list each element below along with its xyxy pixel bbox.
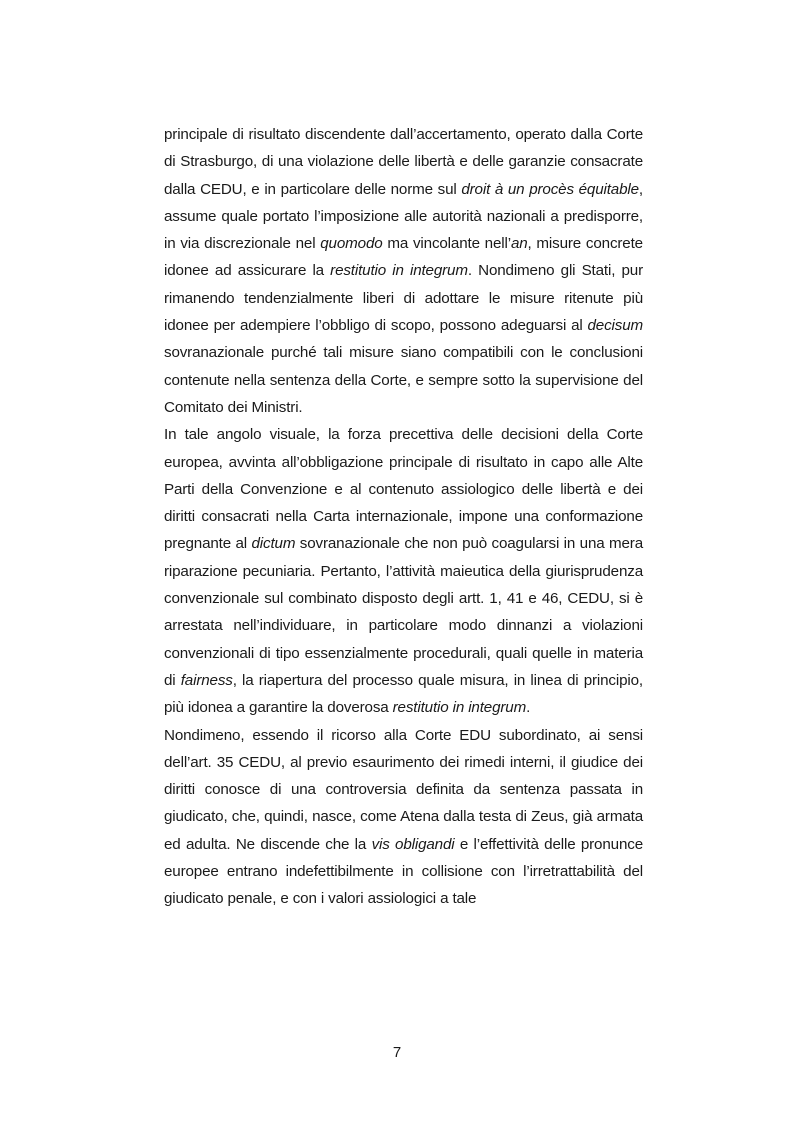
italic-term: droit à un procès équitable bbox=[461, 180, 639, 198]
text-run: Nondimeno, essendo il ricorso alla Corte EDU subordinato, ai sensi dell’art. 35 CEDU, al previo esaurimento dei rimedi interni, il giudice dei diritti conosce di una controversia definita da sentenza passata in giudicato, che, quindi, nasce, come Atena dalla testa di Zeus, già armata ed adulta. Ne discende che la bbox=[164, 726, 643, 853]
text-run: , assume quale portato l’imposizione alle autorità nazionali a predisporre, in via discrezionale nel bbox=[164, 180, 643, 253]
italic-term: vis obligandi bbox=[371, 835, 455, 853]
paragraph-3 bbox=[164, 722, 643, 913]
text-run: , la riapertura del processo quale misura, in linea di principio, più idonea a garantire la doverosa bbox=[164, 671, 643, 717]
text-run: ma vincolante nell’ bbox=[382, 235, 511, 253]
text-run: principale di risultato discendente dall’accertamento, operato dalla Corte di Strasburgo, di una violazione delle libertà e delle garanzie consacrate dalla CEDU, e in particolare delle norme sul bbox=[164, 126, 643, 198]
page-number: 7 bbox=[392, 1044, 402, 1061]
italic-term: fairness bbox=[180, 671, 233, 689]
text-run: e l’effettività delle pronunce europee entrano indefettibilmente in collisione con l’irretrattabilità del giudicato penale, e con i valori assiologici a tale bbox=[164, 835, 643, 908]
italic-term: quomodo bbox=[320, 235, 383, 253]
text-run: . bbox=[526, 699, 531, 717]
italic-term: dictum bbox=[251, 535, 296, 553]
text-run: sovranazionale che non può coagularsi in una mera riparazione pecuniaria. Pertanto, l’attività maieutica della giurisprudenza convenzionale sul combinato disposto degli artt. 1, 41 e 46, CEDU, si è arrestata nell’individuare, in particolare modo dinnanzi a violazioni convenzionali di tipo essenzialmente procedurali, quali quelle in materia di bbox=[164, 535, 644, 689]
italic-term: an bbox=[510, 235, 528, 253]
italic-term: decisum bbox=[587, 317, 643, 335]
text-run: . Nondimeno gli Stati, pur rimanendo tendenzialmente liberi di adottare le misure ritenute più idonee per adempiere l’obbligo di scopo, possono adeguarsi al bbox=[164, 262, 643, 335]
text-run: sovranazionale purché tali misure siano compatibili con le conclusioni contenute nella sentenza della Corte, e sempre sotto la supervisione del Comitato dei Ministri. bbox=[164, 344, 643, 416]
italic-term: restitutio in integrum bbox=[392, 699, 527, 717]
text-run: In tale angolo visuale, la forza precettiva delle decisioni della Corte europea, avvinta all’obbligazione principale di risultato in capo alle Alte Parti della Convenzione e al contenuto assiologico delle libertà e dei diritti consacrati nella Carta internazionale, impone una conformazione pregnante al bbox=[164, 426, 643, 553]
paragraph-1 bbox=[164, 121, 643, 421]
paragraph-2 bbox=[164, 421, 643, 721]
italic-term: restitutio in integrum bbox=[330, 262, 468, 280]
text-run: , misure concrete idonee ad assicurare la bbox=[164, 235, 643, 280]
body-text bbox=[164, 121, 643, 913]
